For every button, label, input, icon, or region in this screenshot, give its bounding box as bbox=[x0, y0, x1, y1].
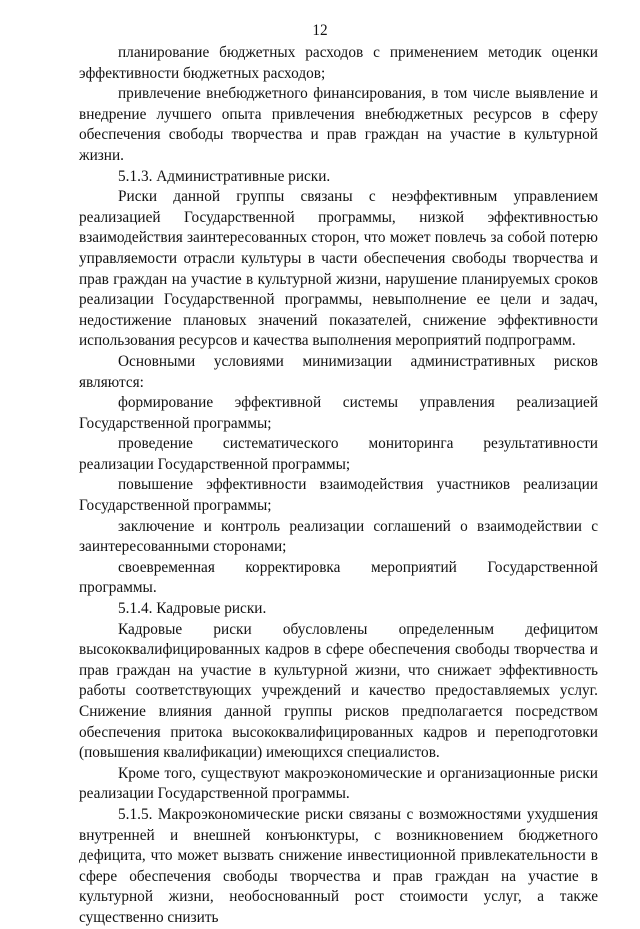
paragraph-budget-planning: планирование бюджетных расходов с применением методик оценки эффективности бюджетных расходов; bbox=[79, 44, 598, 82]
list-item-management-system: формирование эффективной системы управления реализацией Государственной программы; bbox=[79, 394, 598, 432]
list-item-timely-adjustment: своевременная корректировка мероприятий Государственной программы. bbox=[79, 558, 598, 597]
document-body bbox=[79, 43, 598, 929]
section-heading-personnel-risks: 5.1.4. Кадровые риски. bbox=[118, 600, 267, 618]
paragraph-macro-organizational-risks: Кроме того, существуют макроэкономические и организационные риски реализации Государственной программы. bbox=[79, 764, 598, 803]
paragraph-macroeconomic-risks: 5.1.5. Макроэкономические риски связаны с возможностями ухудшения внутренней и внешней конъюнктуры, с возникновением бюджетного дефицита, что может вызвать снижение инвестиционной привлекательности в сфере обеспечения свободы творчества и прав граждан на участие в культурной жизни, необоснованный рост стоимости услуг, а также существенно снизить bbox=[79, 805, 598, 926]
list-item-monitoring: проведение систематического мониторинга результативности реализации Государственной программы; bbox=[79, 435, 598, 473]
list-item-interaction-efficiency: повышение эффективности взаимодействия участников реализации Государственной программы; bbox=[79, 476, 598, 515]
list-item-agreements: заключение и контроль реализации соглашений о взаимодействии с заинтересованными сторонами; bbox=[79, 517, 598, 556]
paragraph-administrative-risks: Риски данной группы связаны с неэффективным управлением реализацией Государственной программы, низкой эффективностью взаимодействия заинтересованных сторон, что может повлечь за собой потерю управляемости отрасли культуры в части обеспечения свободы творчества и прав граждан на участие в культурной жизни, нарушение планируемых сроков реализации Государственной программы, невыполнение ее цели и задач, недостижение плановых значений показателей, снижение эффективности использования ресурсов и качества выполнения мероприятий подпрограмм. bbox=[79, 188, 598, 350]
paragraph-extrabudgetary-funding: привлечение внебюджетного финансирования, в том числе выявление и внедрение лучшего опыта привлечения внебюджетных ресурсов в сферу обеспечения свободы творчества и прав граждан на участие в культурной жизни. bbox=[79, 85, 598, 164]
paragraph-minimization-conditions: Основными условиями минимизации административных рисков являются: bbox=[79, 352, 598, 391]
paragraph-personnel-risks: Кадровые риски обусловлены определенным дефицитом высококвалифицированных кадров в сфере обеспечения свободы творчества и прав граждан на участие в культурной жизни, что снижает эффективность работы соответствующих учреждений и качество предоставляемых услуг. Снижение влияния данной группы рисков предполагается посредством обеспечения притока высококвалифицированных кадров и переподготовки (повышения квалификации) имеющихся специалистов. bbox=[79, 620, 598, 762]
section-heading-administrative-risks: 5.1.3. Административные риски. bbox=[118, 167, 331, 185]
page-number: 12 bbox=[312, 22, 328, 39]
